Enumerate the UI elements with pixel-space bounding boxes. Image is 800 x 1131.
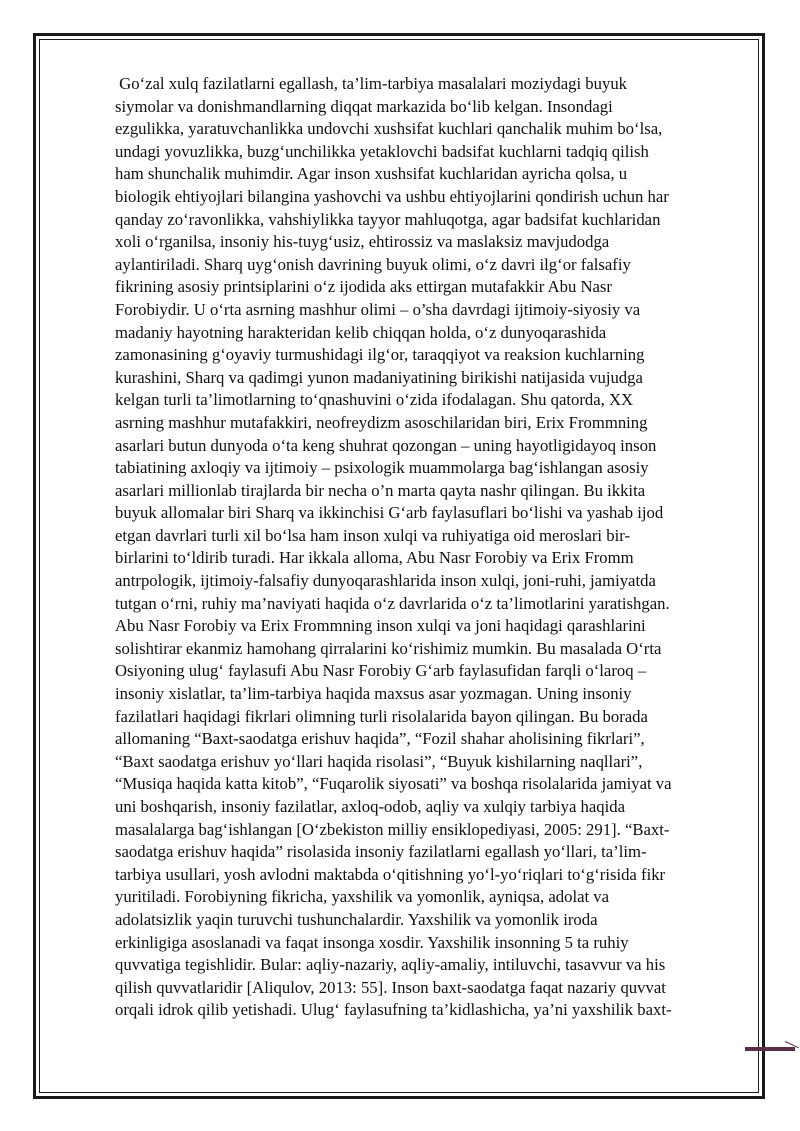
text-line: “Baxt saodatga erishuv yo‘llari haqida risolasi”, “Buyuk kishilarning naqllari”, bbox=[115, 751, 643, 771]
text-line: Go‘zal xulq fazilatlarni egallash, ta’lim-tarbiya masalalari moziydagi buyuk bbox=[115, 74, 628, 93]
text-line: undagi yovuzlikka, buzg‘unchilikka yetaklovchi badsifat kuchlarni tadqiq qilish bbox=[115, 141, 649, 161]
document-body bbox=[115, 73, 743, 1022]
text-line: siymolar va donishmandlarning diqqat markazida bo‘lib kelgan. Insondagi bbox=[115, 96, 613, 116]
text-line: asarlari millionlab tirajlarda bir necha o’n marta qayta nashr qilingan. Bu ikkita bbox=[115, 480, 646, 500]
text-line: yuritiladi. Forobiyning fikricha, yaxshilik va yomonlik, ayniqsa, adolat va bbox=[115, 887, 610, 907]
text-line: etgan davrlari turli xil bo‘lsa ham inson xulqi va ruhiyatiga oid meroslari bir- bbox=[115, 525, 630, 545]
text-line: madaniy hayotning harakteridan kelib chiqqan holda, o‘z dunyoqarashida bbox=[115, 322, 607, 342]
text-line: buyuk allomalar biri Sharq va ikkinchisi G‘arb faylasuflari bo‘lishi va yashab ijod bbox=[115, 503, 664, 523]
text-line: uni boshqarish, insoniy fazilatlar, axloq-odob, aqliy va xulqiy tarbiya haqida bbox=[115, 797, 626, 816]
text-line: saodatga erishuv haqida” risolasida insoniy fazilatlarni egallash yo‘llari, ta’lim- bbox=[115, 842, 647, 862]
text-line: birlarini to‘ldirib turadi. Har ikkala alloma, Abu Nasr Forobiy va Erix Fromm bbox=[115, 548, 634, 568]
text-line: erkinligiga asoslanadi va faqat insonga xosdir. Yaxshilik insonning 5 ta ruhiy bbox=[115, 932, 629, 952]
text-line: adolatsizlik yaqin turuvchi tushunchalardir. Yaxshilik va yomonlik iroda bbox=[115, 909, 598, 929]
text-line: ham shunchalik muhimdir. Agar inson xushsifat kuchlaridan ayricha qolsa, u bbox=[115, 164, 628, 184]
text-line: “Musiqa haqida katta kitob”, “Fuqarolik siyosati” va boshqa risolalarida jamiyat va bbox=[115, 774, 672, 794]
text-line: biologik ehtiyojlari bilangina yashovchi va ushbu ehtiyojlarini qondirish uchun har bbox=[115, 186, 669, 206]
text-line: tutgan o‘rni, ruhiy ma’naviyati haqida o‘z davrlarida o‘z ta’limotlarini yaratishgan. bbox=[115, 593, 670, 613]
text-line: fikrining asosiy printsiplarini o‘z ijodida aks ettirgan mutafakkir Abu Nasr bbox=[115, 277, 612, 297]
text-line: allomaning “Baxt-saodatga erishuv haqida”, “Fozil shahar aholisining fikrlari”, bbox=[115, 729, 645, 749]
text-line: tabiatining axloqiy va ijtimoiy – psixologik muammolarga bag‘ishlangan asosiy bbox=[115, 458, 649, 478]
text-line: masalalarga bag‘ishlangan [O‘zbekiston milliy ensiklopediyasi, 2005: 291]. “Baxt- bbox=[115, 819, 670, 839]
text-line: Abu Nasr Forobiy va Erix Frommning inson xulqi va joni haqidagi qarashlarini bbox=[115, 616, 646, 636]
text-line: kurashini, Sharq va qadimgi yunon madaniyatining birikishi natijasida vujudga bbox=[115, 367, 643, 387]
text-line: Osiyoning ulug‘ faylasufi Abu Nasr Forobiy G‘arb faylasufidan farqli o‘laroq – bbox=[115, 661, 647, 681]
text-line: qilish quvvatlaridir [Aliqulov, 2013: 55]. Inson baxt-saodatga faqat nazariy quvvat bbox=[115, 977, 666, 997]
text-line: quvvatiga tegishlidir. Bular: aqliy-nazariy, aqliy-amaliy, intiluvchi, tasavvur va his bbox=[115, 955, 666, 975]
text-line: antrpologik, ijtimoiy-falsafiy dunyoqarashlarida inson xulqi, joni-ruhi, jamiyatda bbox=[115, 571, 656, 591]
text-line: kelgan turli ta’limotlarning to‘qnashuvini o‘zida ifodalagan. Shu qatorda, XX bbox=[115, 390, 634, 410]
text-line: asrning mashhur mutafakkiri, neofreydizm asoschilaridan biri, Erix Frommning bbox=[115, 412, 648, 432]
text-line: solishtirar ekanmiz hamohang qirralarini ko‘rishimiz mumkin. Bu masalada O‘rta bbox=[115, 638, 662, 658]
text-line: ezgulikka, yaratuvchanlikka undovchi xushsifat kuchlari qanchalik muhim bo‘lsa, bbox=[115, 119, 663, 139]
text-line: orqali idrok qilib yetishadi. Ulug‘ faylasufning ta’kidlashicha, ya’ni yaxshilik baxt- bbox=[115, 1000, 672, 1020]
text-line: zamonasining g‘oyaviy turmushidagi ilg‘or, taraqqiyot va reaksion kuchlarning bbox=[115, 345, 645, 365]
text-line: Forobiydir. U o‘rta asrning mashhur olimi – o’sha davrdagi ijtimoiy-siyosiy va bbox=[115, 299, 641, 319]
text-line: xoli o‘rganilsa, insoniy his-tuyg‘usiz, ehtirossiz va maslaksiz mavjudodga bbox=[115, 232, 610, 252]
text-line: asarlari butun dunyoda o‘ta keng shuhrat qozongan – uning hayotligidayoq inson bbox=[115, 435, 657, 455]
text-line: tarbiya usullari, yosh avlodni maktabda o‘qitishning yo‘l-yo‘riqlari to‘g‘risida fikr bbox=[115, 864, 666, 884]
text-line: insoniy xislatlar, ta’lim-tarbiya haqida maxsus asar yozmagan. Uning insoniy bbox=[115, 684, 632, 704]
text-line: fazilatlari haqidagi fikrlari olimning turli risolalarida bayon qilingan. Bu borada bbox=[115, 706, 648, 726]
text-line: aylantiriladi. Sharq uyg‘onish davrining buyuk olimi, o‘z davri ilg‘or falsafiy bbox=[115, 254, 631, 274]
text-line: qanday zo‘ravonlikka, vahshiylikka tayyor mahluqotga, agar badsifat kuchlaridan bbox=[115, 209, 661, 229]
corner-decoration bbox=[745, 1047, 795, 1051]
